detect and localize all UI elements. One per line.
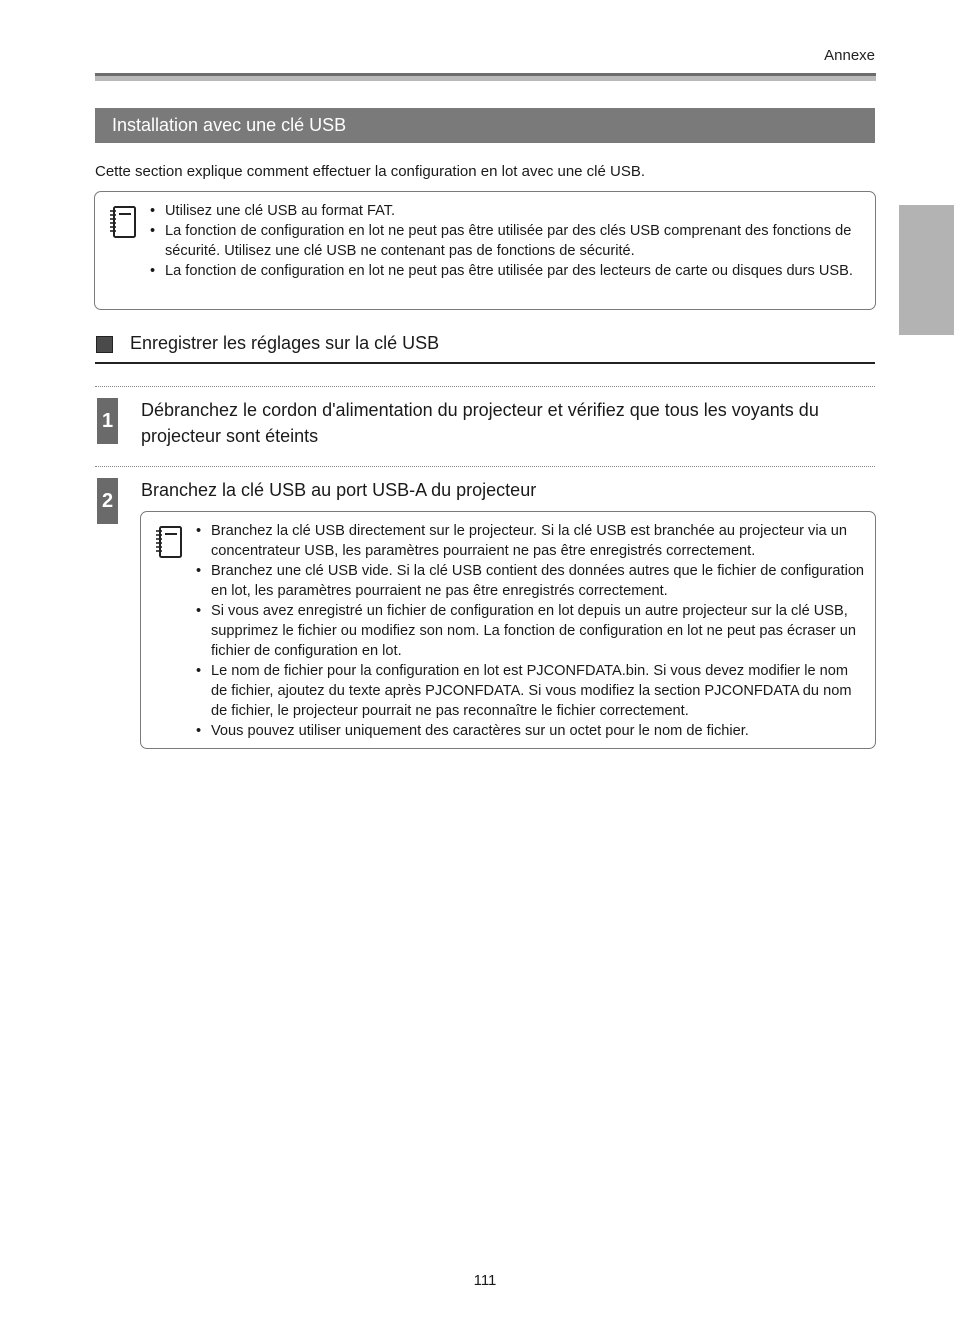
header-rule [95,73,876,81]
subsection-title: Enregistrer les réglages sur la clé USB [130,333,440,353]
page-number: 111 [473,1272,497,1289]
note-icon [153,525,183,559]
note-list-1 [150,201,868,281]
list-item: • La fonction de configuration en lot ne peut pas être utilisée par des lecteurs de carte ou disques durs USB. [150,261,868,281]
divider [95,386,875,387]
step-text-1: Débranchez le cordon d'alimentation du projecteur et vérifiez que tous les voyants du projecteur sont éteints [141,400,819,446]
step-number-1: 1 [97,398,118,444]
subsection-heading [95,333,875,364]
list-item: • Branchez une clé USB vide. Si la clé USB contient des données autres que le fichier de configuration en lot, les paramètres pourraient ne pas être enregistrés correctement. [196,561,868,601]
side-thumb-tab [899,205,954,335]
list-item: • Branchez la clé USB directement sur le projecteur. Si la clé USB est branchée au projecteur via un concentrateur USB, les paramètres pourraient ne pas être enregistrés correctement. [196,521,868,561]
header-section-label: Annexe [824,47,875,64]
step-text-2: Branchez la clé USB au port USB-A du projecteur [141,480,537,500]
list-item: • Le nom de fichier pour la configuration en lot est PJCONFDATA.bin. Si vous devez modifier le nom de fichier, ajoutez du texte après PJCONFDATA. Si vous modifiez la section PJCONFDATA du nom de fichier, le projecteur pourrait ne pas reconnaître le fichier correctement. [196,661,868,721]
intro-paragraph: Cette section explique comment effectuer la configuration en lot avec une clé USB. [95,163,646,180]
note-box-2 [140,511,876,749]
list-item: • La fonction de configuration en lot ne peut pas être utilisée par des clés USB comprenant des fonctions de sécurité. Utilisez une clé USB ne contenant pas de fonctions de sécurité. [150,221,868,261]
note-list-2 [196,521,868,741]
step-number-2: 2 [97,478,118,524]
section-title: Installation avec une clé USB [95,108,875,143]
list-item: • Utilisez une clé USB au format FAT. [150,201,868,221]
list-item: • Vous pouvez utiliser uniquement des caractères sur un octet pour le nom de fichier. [196,721,868,741]
note-box-1 [94,191,876,310]
note-icon [107,205,137,239]
square-bullet-icon [96,336,113,353]
divider [95,466,875,467]
list-item: • Si vous avez enregistré un fichier de configuration en lot depuis un autre projecteur sur la clé USB, supprimez le fichier ou modifiez son nom. La fonction de configuration en lot ne peut pas écraser un fichier de configuration en lot. [196,601,868,661]
